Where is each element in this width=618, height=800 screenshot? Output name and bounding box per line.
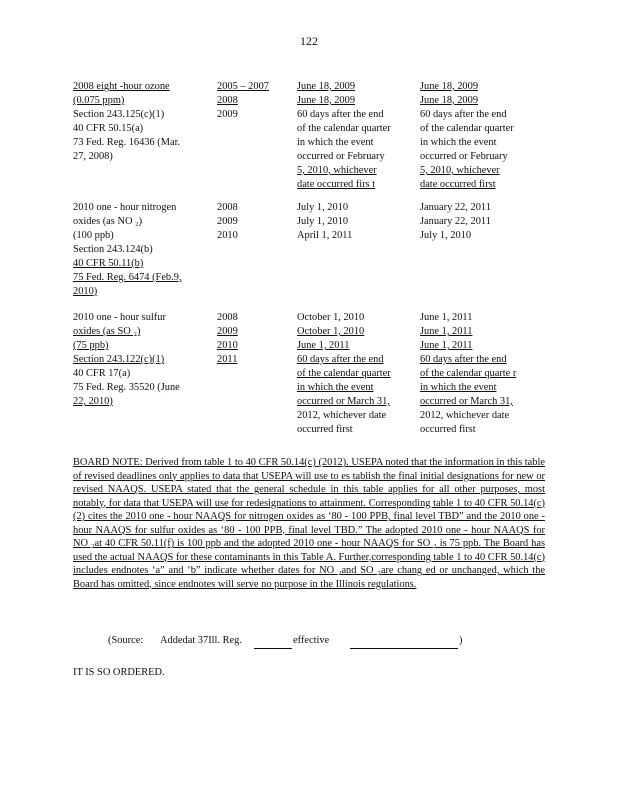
table-cell-line: 2010 xyxy=(217,230,238,241)
table-cell-line: 2005 – 2007 xyxy=(217,81,269,92)
closing-order: IT IS SO ORDERED. xyxy=(73,667,165,678)
table-cell-line: oxides (as NO ₂) xyxy=(73,216,143,227)
source-blank-1 xyxy=(254,638,292,649)
table-cell-line: June 18, 2009 xyxy=(297,81,356,92)
table-cell-line: June 1, 2011 xyxy=(297,340,350,351)
table-cell-line: 2012, whichever date xyxy=(420,410,510,421)
table-cell-line: in which the event xyxy=(420,137,497,148)
table-cell-line: of the calendar quarter xyxy=(297,368,391,379)
source-blank-2 xyxy=(350,638,458,649)
table-cell-line: July 1, 2010 xyxy=(297,202,349,213)
table-cell-line: 75 Fed. Reg. 6474 (Feb.9, xyxy=(73,272,182,283)
table-cell-line: occurred or March 31, xyxy=(297,396,390,407)
table-cell-line: June 1, 2011 xyxy=(420,312,473,323)
table-cell-line: June 18, 2009 xyxy=(297,95,356,106)
table-cell-line: date occurred firs t xyxy=(297,179,376,190)
table-cell-line: Section 243.125(c)(1) xyxy=(73,109,165,120)
table-cell-line: Section 243.122(c)(1) xyxy=(73,354,165,365)
table-cell-line: 40 CFR 50.15(a) xyxy=(73,123,144,134)
table-cell-line: occurred or March 31, xyxy=(420,396,513,407)
table-cell-line: 5, 2010, whichever xyxy=(297,165,377,176)
table-cell-line: 2008 xyxy=(217,95,238,106)
table-cell-line: June 1, 2011 xyxy=(420,340,473,351)
table-cell-line: of the calendar quarter xyxy=(297,123,391,134)
table-cell-line: April 1, 2011 xyxy=(297,230,353,241)
table-cell-line: 2010 xyxy=(217,340,238,351)
table-cell-line: July 1, 2010 xyxy=(297,216,349,227)
table-cell-line: 40 CFR 50.11(b) xyxy=(73,258,144,269)
table-cell-line: 60 days after the end xyxy=(297,109,384,120)
source-close: ) xyxy=(459,635,463,646)
table-cell-line: oxides (as SO ₂) xyxy=(73,326,141,337)
table-cell-line: 73 Fed. Reg. 16436 (Mar. xyxy=(73,137,181,148)
table-cell-line: June 1, 2011 xyxy=(420,326,473,337)
table-cell-line: 2008 eight -hour ozone xyxy=(73,81,170,92)
table-cell-line: June 18, 2009 xyxy=(420,95,479,106)
table-cell-line: in which the event xyxy=(297,382,374,393)
table-cell-line: in which the event xyxy=(420,382,497,393)
table-cell-line: October 1, 2010 xyxy=(297,312,365,323)
table-cell-line: (0.075 ppm) xyxy=(73,95,125,106)
table-cell-line: October 1, 2010 xyxy=(297,326,365,337)
source-amended: Addedat 37Ill. Reg. xyxy=(160,635,242,646)
table-cell-line: of the calendar quarte r xyxy=(420,368,517,379)
table-cell-line: 40 CFR 17(a) xyxy=(73,368,131,379)
table-cell-line: 2010 one - hour sulfur xyxy=(73,312,166,323)
page-number: 122 xyxy=(300,34,318,48)
table-cell-line: occurred or February xyxy=(420,151,508,162)
table-cell-line: 2010) xyxy=(73,286,98,297)
table-cell-line: occurred or February xyxy=(297,151,385,162)
table-cell-line: 60 days after the end xyxy=(297,354,384,365)
board-note xyxy=(73,456,545,591)
table-cell-line: (75 ppb) xyxy=(73,340,109,351)
table-cell-line: 2008 xyxy=(217,202,238,213)
table-cell-line: date occurred first xyxy=(420,179,496,190)
table-cell-line: 2009 xyxy=(217,109,238,120)
table-cell-line: Section 243.124(b) xyxy=(73,244,153,255)
table-cell-line: 2009 xyxy=(217,326,238,337)
source-effective: effective xyxy=(293,635,330,646)
table-cell-line: (100 ppb) xyxy=(73,230,114,241)
source-prefix: (Source: xyxy=(108,635,144,646)
table-cell-line: 60 days after the end xyxy=(420,109,507,120)
table-cell-line: 27, 2008) xyxy=(73,151,113,162)
table-cell-line: 2010 one - hour nitrogen xyxy=(73,202,177,213)
table-cell-line: of the calendar quarter xyxy=(420,123,514,134)
table-cell-line: 2012, whichever date xyxy=(297,410,387,421)
table-cell-line: in which the event xyxy=(297,137,374,148)
table-cell-line: 2008 xyxy=(217,312,238,323)
table-cell-line: occurred first xyxy=(420,424,476,435)
table-cell-line: 2009 xyxy=(217,216,238,227)
table-cell-line: 60 days after the end xyxy=(420,354,507,365)
table-cell-line: January 22, 2011 xyxy=(420,216,491,227)
table-cell-line: 75 Fed. Reg. 35520 (June xyxy=(73,382,180,393)
table-cell-line: June 18, 2009 xyxy=(420,81,479,92)
table-cell-line: 2011 xyxy=(217,354,238,365)
table-cell-line: occurred first xyxy=(297,424,353,435)
table-cell-line: 22, 2010) xyxy=(73,396,113,407)
table-cell-line: 5, 2010, whichever xyxy=(420,165,500,176)
table-cell-line: July 1, 2010 xyxy=(420,230,472,241)
board-note-text: BOARD NOTE: Derived from table 1 to 40 CFR 50.14(c) (2012). USEPA noted that the information in this table of revised deadlines only applies to data that USEPA will use to es tablish the final initial designations for new or revised NAAQS. USEPA stated that the general schedule in this table applies for all other purposes, most notably, for data that USEPA will use for redesignations to attainment. Corresponding table 1 to 40 CFR 50.14(c)(2) cites the 2010 one - hour NAAQS for nitrogen oxides as ‘80 - 100 PPB, final level TBD” and the 2010 one - hour NAAQS for sulfur oxides as ‘80 - 100 PPB, final level TBD.” The adopted 2010 one - hour NAAQS for NO ₂at 40 CFR 50.11(f) is 100 ppb and the adopted 2010 one - hour NAAQS for SO ₂ is 75 ppb. The Board has used the actual NAAQS for these contaminants in this Table A. Further,corresponding table 1 to 40 CFR 50.14(c) includes endnotes ‘a” and ‘b” indicate whether dates for NO ₂and SO ₂are chang ed or unchanged, which the Board has omitted, since endnotes will serve no purpose in the Illinois regulations. xyxy=(73,457,545,590)
table-cell-line: January 22, 2011 xyxy=(420,202,491,213)
